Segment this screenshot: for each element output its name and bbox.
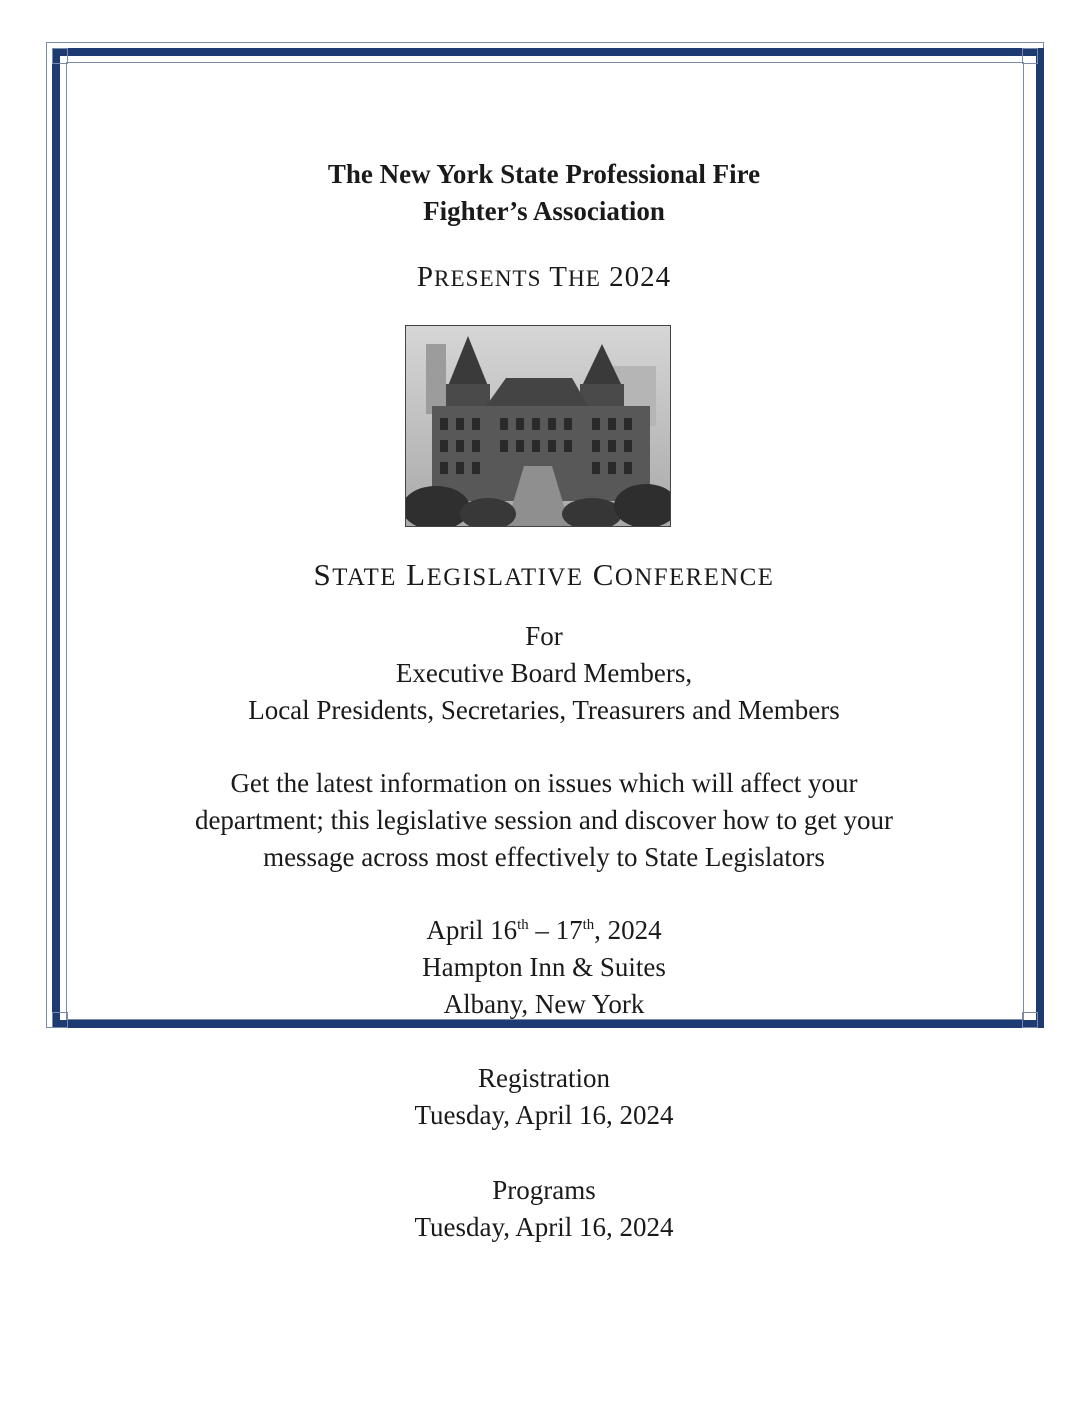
description-block bbox=[70, 765, 1018, 876]
registration-date: Tuesday, April 16, 2024 bbox=[414, 1100, 674, 1130]
organization-name-line2: Fighter’s Association bbox=[423, 196, 665, 226]
presents-heading-word2: HE bbox=[567, 266, 601, 292]
programs-date: Tuesday, April 16, 2024 bbox=[414, 1212, 674, 1242]
audience-line: Local Presidents, Secretaries, Treasurers and Members bbox=[248, 695, 840, 725]
event-date-start-suffix: th bbox=[517, 917, 529, 933]
presents-heading-initial-2: T bbox=[549, 261, 568, 293]
event-dates bbox=[70, 912, 1018, 949]
corner-ornament-bottom-right bbox=[1022, 1012, 1038, 1028]
event-date-year: , 2024 bbox=[594, 915, 662, 945]
event-date-end: – 17 bbox=[528, 915, 583, 945]
audience-line: For bbox=[525, 621, 563, 651]
presents-heading bbox=[70, 258, 1018, 298]
capitol-building-photo bbox=[405, 325, 671, 527]
corner-ornament-bottom-left bbox=[52, 1012, 68, 1028]
registration-label: Registration bbox=[478, 1063, 610, 1093]
conference-title-word3: ONFERENCE bbox=[614, 564, 775, 591]
registration-block bbox=[70, 1060, 1018, 1134]
corner-ornament-top-left bbox=[52, 48, 68, 64]
conference-title-initial-2: L bbox=[406, 557, 427, 592]
event-date-end-suffix: th bbox=[582, 917, 595, 933]
event-city: Albany, New York bbox=[443, 989, 645, 1019]
capitol-building-image bbox=[406, 326, 670, 526]
conference-title-initial-3: C bbox=[592, 557, 615, 592]
organization-name-line1: The New York State Professional Fire bbox=[327, 159, 761, 189]
programs-block bbox=[70, 1172, 1018, 1246]
corner-ornament-top-right bbox=[1022, 48, 1038, 64]
event-date-start: April 16 bbox=[426, 915, 518, 945]
conference-title-word1: TATE bbox=[332, 564, 397, 591]
conference-title bbox=[70, 555, 1018, 598]
description-line: message across most effectively to State Legislators bbox=[263, 842, 825, 872]
description-line: Get the latest information on issues which will affect your bbox=[230, 768, 858, 798]
conference-title-initial-1: S bbox=[313, 557, 333, 592]
programs-label: Programs bbox=[492, 1175, 596, 1205]
presents-heading-initial: P bbox=[416, 261, 434, 293]
audience-block bbox=[70, 618, 1018, 729]
presents-heading-word1: RESENTS bbox=[434, 266, 542, 292]
presents-heading-year: 2024 bbox=[609, 261, 672, 293]
audience-line: Executive Board Members, bbox=[395, 658, 693, 688]
description-line: department; this legislative session and discover how to get your bbox=[194, 805, 894, 835]
conference-title-word2: EGISLATIVE bbox=[426, 564, 584, 591]
event-venue: Hampton Inn & Suites bbox=[422, 952, 666, 982]
organization-name bbox=[70, 156, 1018, 230]
event-details-block bbox=[70, 912, 1018, 1023]
